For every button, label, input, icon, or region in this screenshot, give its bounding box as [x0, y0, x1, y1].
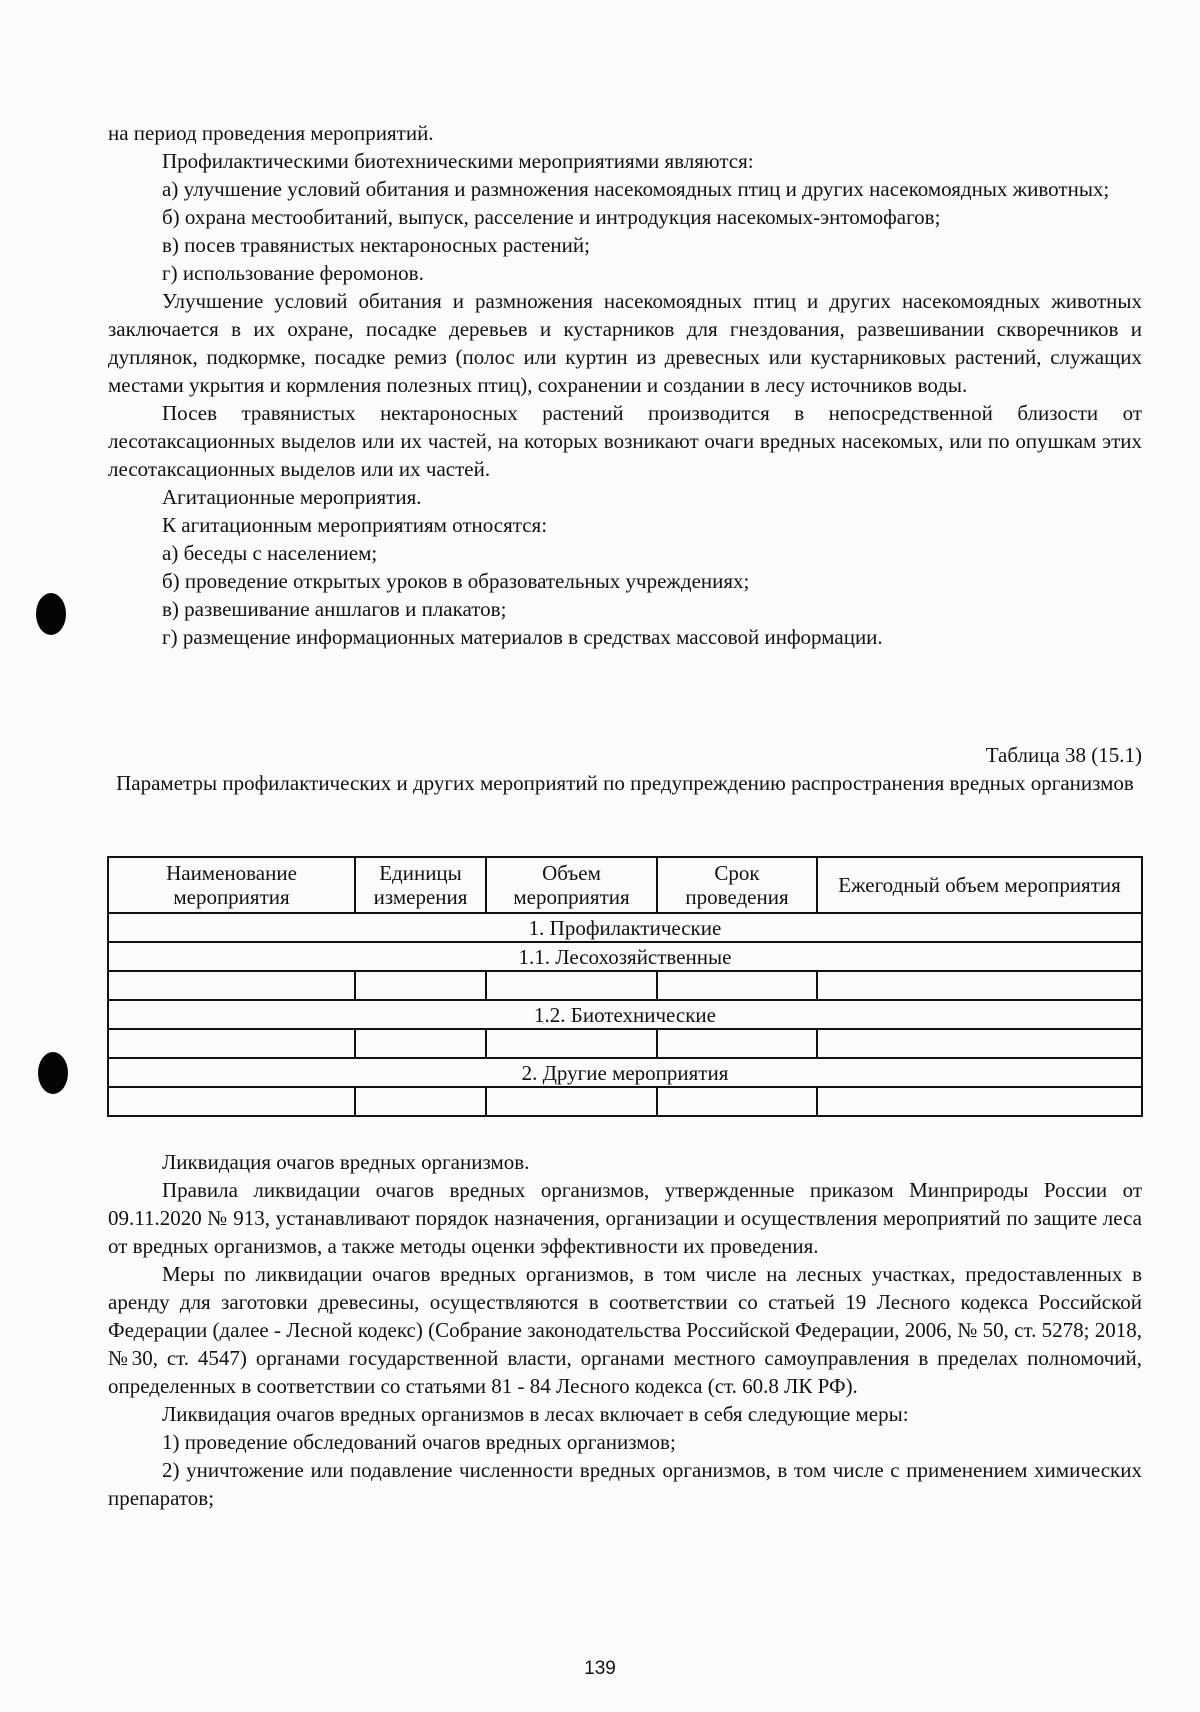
table-number: Таблица 38 (15.1)	[985, 743, 1142, 767]
table-cell	[355, 1087, 486, 1116]
table-header-row	[108, 857, 1142, 913]
column-header: Ежегодный объем мероприятия	[817, 857, 1142, 913]
section-heading: Агитационные мероприятия.	[162, 485, 422, 509]
list-item: г) размещение информационных материалов в средствах массовой информации.	[162, 625, 883, 649]
column-header: Объем мероприятия	[486, 857, 657, 913]
section-label: 1.1. Лесохозяйственные	[108, 942, 1142, 971]
list-item: 1) проведение обследований очагов вредных организмов;	[162, 1430, 676, 1454]
table-row	[108, 1029, 1142, 1058]
table-cell	[657, 1087, 817, 1116]
table-cell	[355, 1029, 486, 1058]
parameters-table	[107, 856, 1143, 1117]
table-row	[108, 971, 1142, 1000]
table-title: Параметры профилактических и других мероприятий по предупреждению распространения вредных организмов	[116, 771, 1134, 795]
table-section-row	[108, 913, 1142, 942]
table-cell	[817, 1029, 1142, 1058]
table-cell	[486, 971, 657, 1000]
column-header: Срок проведения	[657, 857, 817, 913]
section-label: 1.2. Биотехнические	[108, 1000, 1142, 1029]
paragraph: Правила ликвидации очагов вредных организмов, утвержденные приказом Минприроды России от 09.11.2020 № 913, устанавливают порядок назначения, организации и осуществления мероприятий по защите леса от вредных организмов, а также методы оценки эффективности их проведения.	[108, 1178, 1142, 1258]
list-item: б) проведение открытых уроков в образовательных учреждениях;	[162, 569, 750, 593]
column-header: Наименование мероприятия	[108, 857, 355, 913]
paragraph: Посев травянистых нектароносных растений производится в непосредственной близости от лесотаксационных выделов или их частей, на которых возникают очаги вредных насекомых, или по опушкам этих лесотаксационных выделов или их частей.	[108, 401, 1142, 481]
paragraph: на период проведения мероприятий.	[108, 121, 434, 145]
table-row	[108, 1087, 1142, 1116]
section-label: 2. Другие мероприятия	[108, 1058, 1142, 1087]
table-cell	[486, 1029, 657, 1058]
column-header: Единицы измерения	[355, 857, 486, 913]
table-cell	[486, 1087, 657, 1116]
table-cell	[355, 971, 486, 1000]
list-item: г) использование феромонов.	[162, 261, 424, 285]
table-cell	[817, 971, 1142, 1000]
table-cell	[657, 971, 817, 1000]
section-label: 1. Профилактические	[108, 913, 1142, 942]
text-block-upper	[108, 119, 1142, 651]
list-item: а) улучшение условий обитания и размножения насекомоядных птиц и других насекомоядных животных;	[162, 177, 1110, 201]
list-item: б) охрана местообитаний, выпуск, расселение и интродукция насекомых-энтомофагов;	[162, 205, 941, 229]
list-item: в) развешивание аншлагов и плакатов;	[162, 597, 507, 621]
table-section-row	[108, 942, 1142, 971]
table-cell	[108, 1087, 355, 1116]
punch-hole	[36, 593, 66, 635]
table-cell	[108, 971, 355, 1000]
punch-hole	[38, 1052, 68, 1094]
paragraph: Профилактическими биотехническими мероприятиями являются:	[162, 149, 754, 173]
paragraph: Улучшение условий обитания и размножения насекомоядных птиц и других насекомоядных животных заключается в их охране, посадке деревьев и кустарников для гнездования, развешивании скворечников и дуплянок, подкормке, посадке ремиз (полос или куртин из древесных или кустарниковых растений, служащих местами укрытия и кормления полезных птиц), сохранении и создании в лесу источников воды.	[108, 289, 1142, 397]
list-item: а) беседы с населением;	[162, 541, 378, 565]
table-section-row	[108, 1058, 1142, 1087]
table-cell	[817, 1087, 1142, 1116]
paragraph: Меры по ликвидации очагов вредных организмов, в том числе на лесных участках, предоставленных в аренду для заготовки древесины, осуществляются в соответствии со статьей 19 Лесного кодекса Российской Федерации (далее - Лесной кодекс) (Собрание законодательства Российской Федерации, 2006, № 50, ст. 5278; 2018, №30, ст. 4547) органами государственной власти, органами местного самоуправления в пределах полномочий, определенных в соответствии со статьями 81 - 84 Лесного кодекса (ст. 60.8 ЛК РФ).	[108, 1262, 1142, 1398]
section-heading: Ликвидация очагов вредных организмов.	[162, 1150, 530, 1174]
table-cell	[108, 1029, 355, 1058]
text-block-lower	[108, 1148, 1142, 1512]
list-item: 2) уничтожение или подавление численности вредных организмов, в том числе с применением химических препаратов;	[108, 1458, 1142, 1510]
list-item: в) посев травянистых нектароносных растений;	[162, 233, 590, 257]
paragraph: Ликвидация очагов вредных организмов в лесах включает в себя следующие меры:	[162, 1402, 909, 1426]
table-section-row	[108, 1000, 1142, 1029]
page-number: 139	[584, 1658, 616, 1679]
table-cell	[657, 1029, 817, 1058]
paragraph: К агитационным мероприятиям относятся:	[162, 513, 548, 537]
